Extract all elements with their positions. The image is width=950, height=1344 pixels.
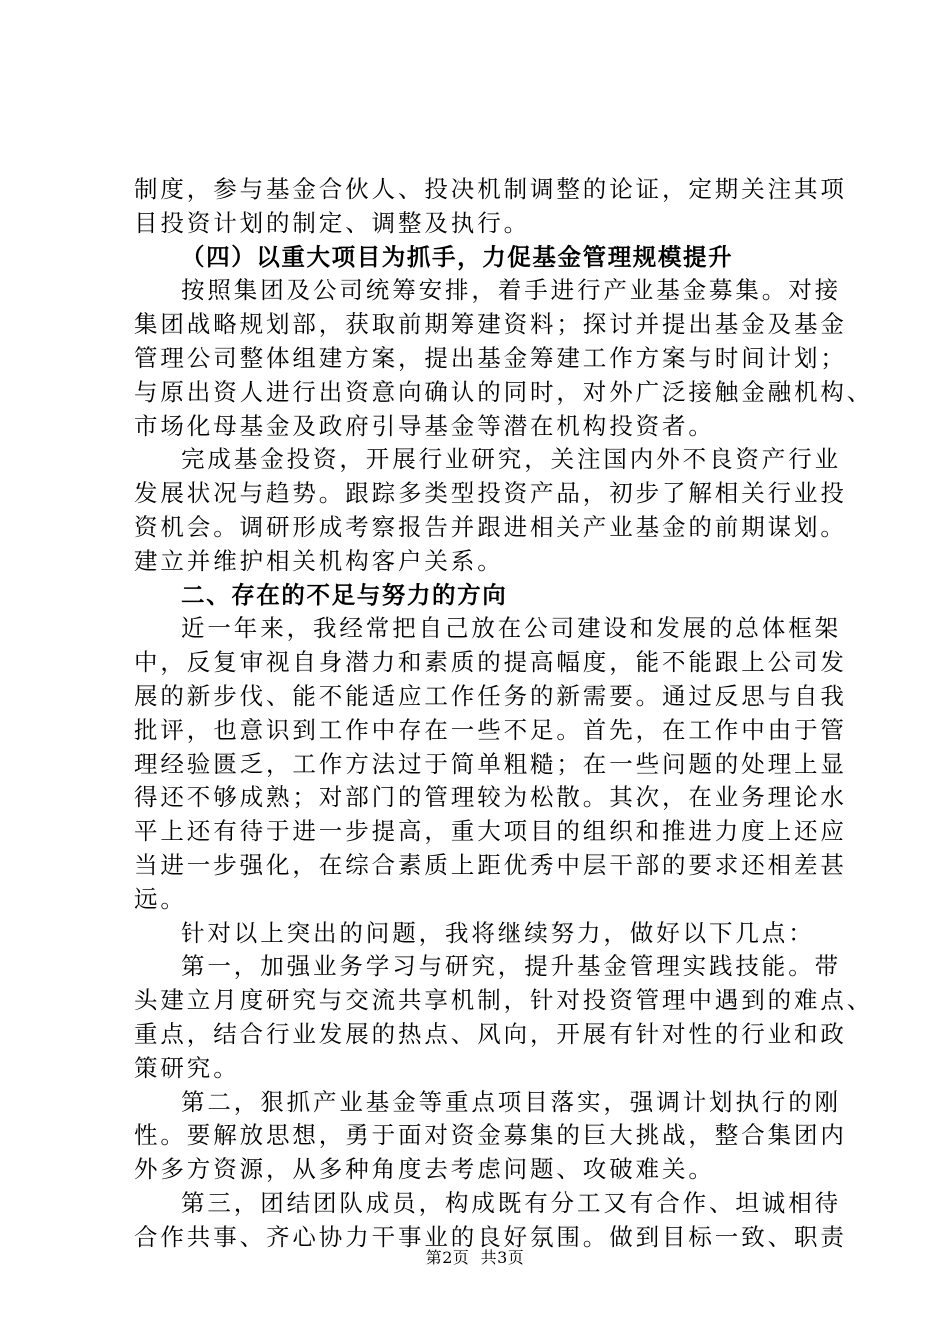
- text-line: 中，反复审视自身潜力和素质的提高幅度，能不能跟上公司发: [134, 648, 847, 677]
- text-line: 性。要解放思想，勇于面对资金募集的巨大挑战，整合集团内: [134, 1121, 847, 1150]
- text-line: 第一，加强业务学习与研究，提升基金管理实践技能。带: [181, 952, 841, 981]
- text-line: 目投资计划的制定、调整及执行。: [134, 208, 530, 237]
- page-number: 第2页 共3页: [425, 1248, 525, 1267]
- text-line: 得还不够成熟；对部门的管理较为松散。其次，在业务理论水: [134, 783, 847, 812]
- text-line: 第二，狠抓产业基金等重点项目落实，强调计划执行的刚: [181, 1087, 841, 1116]
- text-line: 完成基金投资，开展行业研究，关注国内外不良资产行业: [181, 445, 841, 474]
- section-heading: （四）以重大项目为抓手，力促基金管理规模提升: [181, 242, 734, 271]
- text-line: 当进一步强化，在综合素质上距优秀中层干部的要求还相差甚: [134, 850, 847, 879]
- text-line: 策研究。: [134, 1053, 240, 1082]
- text-line: 集团战略规划部，获取前期筹建资料；探讨并提出基金及基金: [134, 310, 847, 339]
- text-line: 管理公司整体组建方案，提出基金筹建工作方案与时间计划；: [134, 343, 847, 372]
- text-line: 发展状况与趋势。跟踪多类型投资产品，初步了解相关行业投: [134, 479, 847, 508]
- text-line: 建立并维护相关机构客户关系。: [134, 546, 504, 575]
- section-heading: 二、存在的不足与努力的方向: [181, 580, 508, 609]
- document-body: [134, 173, 874, 1255]
- text-line: 合作共事、齐心协力干事业的良好氛围。做到目标一致、职责: [134, 1222, 847, 1251]
- text-line: 外多方资源，从多种角度去考虑问题、攻破难关。: [134, 1155, 715, 1184]
- text-line: 市场化母基金及政府引导基金等潜在机构投资者。: [134, 411, 715, 440]
- text-line: 制度，参与基金合伙人、投决机制调整的论证，定期关注其项: [134, 175, 847, 203]
- text-line: 针对以上突出的问题，我将继续努力，做好以下几点：: [181, 918, 815, 947]
- page-footer: [0, 1245, 950, 1268]
- text-line: 资机会。调研形成考察报告并跟进相关产业基金的前期谋划。: [134, 512, 847, 541]
- text-line: 第三，团结团队成员，构成既有分工又有合作、坦诚相待: [181, 1188, 841, 1217]
- text-line: 重点，结合行业发展的热点、风向，开展有针对性的行业和政: [134, 1019, 847, 1048]
- text-line: 理经验匮乏，工作方法过于简单粗糙；在一些问题的处理上显: [134, 749, 847, 778]
- text-line: 头建立月度研究与交流共享机制，针对投资管理中遇到的难点、: [134, 986, 874, 1015]
- text-line: 与原出资人进行出资意向确认的同时，对外广泛接触金融机构、: [134, 377, 874, 406]
- text-line: 远。: [134, 884, 187, 913]
- text-line: 展的新步伐、能不能适应工作任务的新需要。通过反思与自我: [134, 681, 847, 710]
- text-line: 按照集团及公司统筹安排，着手进行产业基金募集。对接: [181, 276, 841, 305]
- text-line: 批评，也意识到工作中存在一些不足。首先，在工作中由于管: [134, 715, 847, 744]
- text-line: 近一年来，我经常把自己放在公司建设和发展的总体框架: [181, 614, 841, 643]
- text-line: 平上还有待于进一步提高，重大项目的组织和推进力度上还应: [134, 817, 847, 846]
